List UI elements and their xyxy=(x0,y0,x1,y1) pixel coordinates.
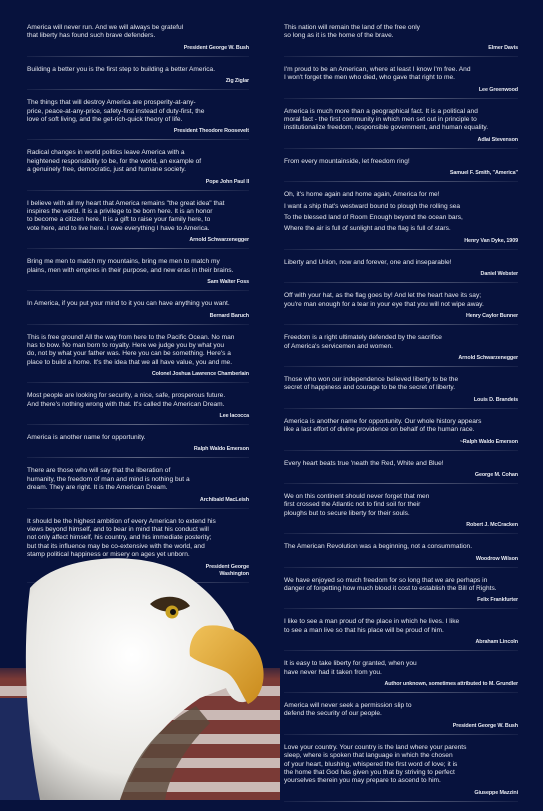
quote-block xyxy=(27,66,249,90)
quote-block xyxy=(284,493,518,534)
quote-text: Radical changes in world politics leave America with a heightened responsibility to be, for the world, an example of a genuinely free, democratic, just and humane society. xyxy=(27,149,202,174)
quote-author: Pope John Paul II xyxy=(205,178,249,185)
quote-text: Freedom is a right ultimately defended by the sacrifice of America's servicemen and women. xyxy=(284,334,442,350)
quote-author: President George W. Bush xyxy=(452,722,518,729)
quote-author: Elmer Davis xyxy=(488,44,518,51)
quote-author: Louis D. Brandeis xyxy=(473,396,518,403)
quote-text: It is easy to take liberty for granted, when you have never had it taken from you. xyxy=(284,660,417,676)
divider xyxy=(284,734,518,735)
quote-block xyxy=(284,577,518,610)
quote-block xyxy=(284,543,518,567)
divider xyxy=(284,608,518,609)
divider xyxy=(284,533,518,534)
quote-text: America will never run. And we will always be grateful that liberty has found such brave defenders. xyxy=(27,24,184,40)
divider xyxy=(27,290,249,291)
divider xyxy=(284,148,518,149)
quote-block xyxy=(284,660,518,693)
quote-author: Ralph Waldo Emerson xyxy=(193,446,249,453)
divider xyxy=(284,567,518,568)
right-quote-column xyxy=(284,24,518,811)
divider xyxy=(27,382,249,383)
quote-text: America is much more than a geographical fact. It is a political and moral fact - the first community in which men set out in principle to institutionalize freedom, responsible government, and human equality. xyxy=(284,107,489,132)
divider xyxy=(284,98,518,99)
quote-author: Daniel Webster xyxy=(480,271,518,278)
divider xyxy=(284,483,518,484)
quote-text: The things that will destroy America are prosperity-at-any- price, peace-at-any-price, safety-first instead of duty-first, the love of soft living, and the get-rich-quick theory of life. xyxy=(27,99,205,124)
quote-author: Woodrow Wilson xyxy=(475,555,518,562)
quote-block xyxy=(27,300,249,324)
quote-author: Lee Greenwood xyxy=(478,86,518,93)
quote-text: There are those who will say that the liberation of humanity, the freedom of man and mind is nothing but a dream. They are right. It is the American Dream. xyxy=(27,467,190,492)
divider xyxy=(27,89,249,90)
divider xyxy=(284,450,518,451)
quote-author: Samuel F. Smith, "America" xyxy=(449,170,518,177)
quote-block xyxy=(284,418,518,451)
divider xyxy=(284,56,518,57)
quote-author: Colonel Joshua Lawrence Chamberlain xyxy=(151,371,249,378)
divider xyxy=(284,324,518,325)
quote-author: Arnold Schwarzenegger xyxy=(189,237,249,244)
quote-block xyxy=(27,200,249,250)
quote-block xyxy=(284,618,518,651)
quote-text: I believe with all my heart that America remains "the great idea" that inspires the world. It is a privilege to be born here. It is an honor to become a citizen here. It is a gift to raise your family here, to vote here, and to live here. I owe everything I have to America. xyxy=(27,199,225,232)
divider xyxy=(284,282,518,283)
divider xyxy=(27,248,249,249)
quote-author: Abraham Lincoln xyxy=(475,639,518,646)
quote-block xyxy=(27,467,249,508)
divider xyxy=(27,56,249,57)
quote-text: In America, if you put your mind to it you can have anything you want. xyxy=(27,300,230,308)
quote-text: Every heart beats true 'neath the Red, White and Blue! xyxy=(284,459,444,467)
quote-author: Author unknown, sometimes attributed to M. Grundler xyxy=(384,681,518,687)
quote-block xyxy=(284,334,518,367)
quote-author: Adlai Stevenson xyxy=(477,136,518,143)
quote-text: This nation will remain the land of the free only so long as it is the home of the brave. xyxy=(284,24,420,40)
eagle-flag-illustration xyxy=(0,548,280,800)
quote-block xyxy=(284,108,518,149)
quote-author: Arnold Schwarzenegger xyxy=(458,354,518,361)
quote-text: Love your country. Your country is the land where your parents sleep, where is spoken that language in which the chosen of your heart, blushing, whispered the first word of love; it is the home that God has given you that by striving to perfect yourselves therein you may prepare to ascend to him. xyxy=(284,743,467,785)
quote-author: George M. Cohan xyxy=(474,471,518,478)
quote-author: Zig Ziglar xyxy=(225,78,249,85)
quote-line: I want a ship that's westward bound to plough the rolling sea xyxy=(284,202,461,210)
quote-author: Felix Frankfurter xyxy=(477,597,518,604)
divider xyxy=(27,457,249,458)
quote-text: Liberty and Union, now and forever, one and inseparable! xyxy=(284,258,452,266)
quote-text: I like to see a man proud of the place in which he lives. I like to see a man live so that his place will be proud of him. xyxy=(284,618,460,634)
quote-text: Bring me men to match my mountains, bring me men to match my plains, men with empires in their purpose, and new eras in their brains. xyxy=(27,258,234,274)
divider xyxy=(284,366,518,367)
quote-author: Bernard Baruch xyxy=(209,312,249,319)
quote-author: President George Washington xyxy=(205,563,249,577)
divider xyxy=(284,408,518,409)
divider xyxy=(27,508,249,509)
quote-block xyxy=(284,744,518,802)
quote-block xyxy=(284,460,518,484)
quote-block xyxy=(27,334,249,384)
divider xyxy=(27,190,249,191)
quote-block xyxy=(27,258,249,291)
quote-author: ~Ralph Waldo Emerson xyxy=(459,438,518,445)
quote-block xyxy=(284,66,518,99)
quote-author: Archibald MacLeish xyxy=(199,496,249,503)
quote-block xyxy=(284,702,518,735)
divider xyxy=(27,139,249,140)
quote-line: To the blessed land of Room Enough beyond the ocean bars, xyxy=(284,214,463,222)
quote-text: It should be the highest ambition of every American to extend his views beyond himself, and to bear in mind that his conduct will not only affect himself, his country, and his immediate posterity; but that its influence may be co-extensive with the world, and stamp political happiness or misery on ages yet unborn. xyxy=(27,517,216,559)
quote-text: From every mountainside, let freedom ring! xyxy=(284,157,410,165)
divider xyxy=(284,801,518,802)
quote-text: Those who won our independence believed liberty to be the secret of happiness and courage to be the secret of liberty. xyxy=(284,375,459,392)
quote-text: I'm proud to be an American, where at least I know I'm free. And I won't forget the men who died, who gave that right to me. xyxy=(284,65,471,82)
quote-block xyxy=(284,158,518,182)
quote-block xyxy=(27,99,249,140)
divider xyxy=(284,249,518,250)
divider xyxy=(284,692,518,693)
quote-text: The American Revolution was a beginning, not a consummation. xyxy=(284,543,473,551)
quote-text: We on this continent should never forget that men first crossed the Atlantic not to find soil for their ploughs but to secure liberty for their souls. xyxy=(284,492,430,517)
quote-text: This is free ground! All the way from here to the Pacific Ocean. No man has to bow. No man born to royalty. Here we judge you by what you do, not by what your father was. Here you can be something. Here's a place to build a home. It's the idea that we all have value, you and me. xyxy=(27,333,235,366)
left-quote-column xyxy=(27,24,249,592)
quote-author: Giuseppe Mazzini xyxy=(474,789,518,796)
quote-author: President George W. Bush xyxy=(183,44,249,51)
quote-text: We have enjoyed so much freedom for so long that we are perhaps in danger of forgetting how much blood it cost to establish the Bill of Rights. xyxy=(284,576,497,592)
quote-block xyxy=(27,392,249,425)
quote-text: America is another name for opportunity. Our whole history appears like a last effort of divine providence on behalf of the human race. xyxy=(284,417,482,434)
divider xyxy=(27,424,249,425)
quote-author: Lee Iacocca xyxy=(219,412,249,419)
divider xyxy=(284,650,518,651)
quote-line: Oh, it's home again and home again, America for me! xyxy=(284,191,440,199)
quote-text: America is another name for opportunity. xyxy=(27,433,146,441)
divider xyxy=(27,324,249,325)
quote-author: Sam Walter Foss xyxy=(207,279,249,286)
quote-text: Building a better you is the first step to building a better America. xyxy=(27,65,216,73)
quote-block xyxy=(284,191,518,250)
quote-block xyxy=(27,24,249,57)
quote-author: Henry Van Dyke, 1909 xyxy=(464,237,518,244)
quote-text: Most people are looking for security, a nice, safe, prosperous future. And there's nothing wrong with that. It's called the American Dream. xyxy=(27,392,226,408)
quote-block xyxy=(284,292,518,325)
quote-text: America will never seek a permission slip to defend the security of our people. xyxy=(284,702,412,718)
quote-text: Off with your hat, as the flag goes by! And let the heart have its say; you're man enough for a tear in your eye that you will not wipe away. xyxy=(284,292,484,308)
quote-block xyxy=(284,24,518,57)
quote-block xyxy=(284,376,518,409)
quote-author: President Theodore Roosevelt xyxy=(173,128,249,135)
quote-block xyxy=(27,434,249,458)
quote-author: Robert J. McCracken xyxy=(466,522,518,529)
divider xyxy=(284,181,518,182)
quote-author: Henry Caylor Bunner xyxy=(465,313,518,320)
quote-block xyxy=(27,149,249,190)
quote-block xyxy=(284,259,518,283)
quote-line: Where the air is full of sunlight and the flag is full of stars. xyxy=(284,225,451,233)
